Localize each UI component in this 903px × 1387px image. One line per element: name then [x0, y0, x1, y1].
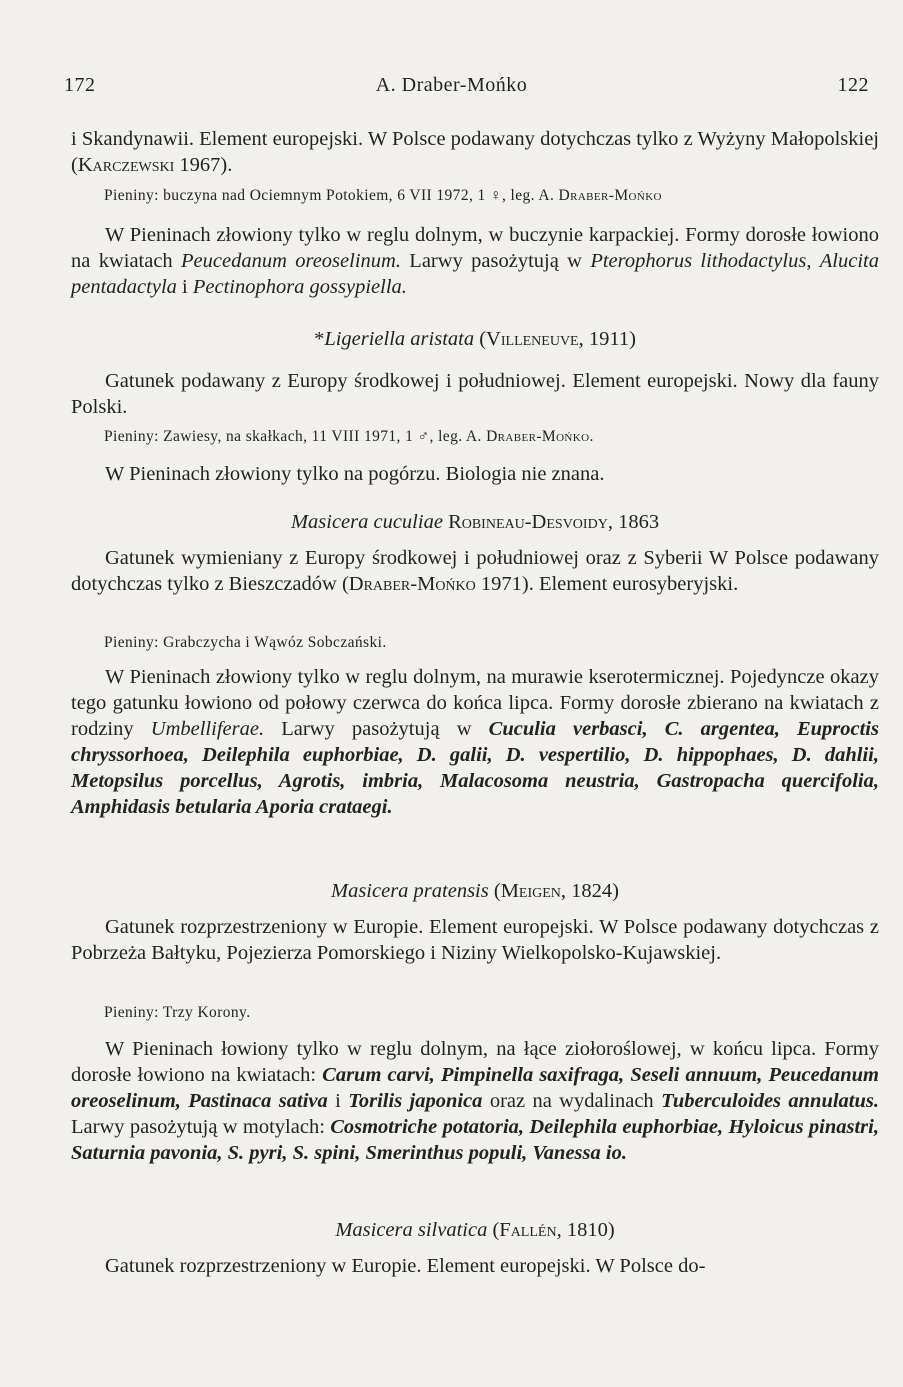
species-heading-silvatica: Masicera silvatica (Fallén, 1810) [335, 1219, 615, 1241]
paragraph-9: Gatunek rozprzestrzeniony w Europie. Element europejski. W Polsce do- [105, 1255, 706, 1277]
page-number: 172 [64, 74, 96, 96]
paragraph-2: W Pieninach złowiony tylko w reglu dolnym, w buczynie karpackiej. Formy dorosłe łowiono na kwiatach Peucedanum oreoselinum. Larwy pasożytują w Pterophorus lithodactylus, Alucita pentadactyla i Pectinophora gossypiella. [71, 224, 879, 298]
species-heading-pratensis: Masicera pratensis (Meigen, 1824) [331, 880, 619, 902]
locality-4: Pieniny: Trzy Korony. [104, 1004, 251, 1021]
species-heading-cuculiae: Masicera cuculiae Robineau-Desvoidy, 1863 [290, 511, 660, 533]
section-number: 122 [837, 74, 869, 96]
paragraph-6: W Pieninach złowiony tylko w reglu dolnym, na murawie kserotermicznej. Pojedyncze okazy tego gatunku łowiono od połowy czerwca do końca lipca. Formy dorosłe zbierano na kwiatach z rodziny Umbelliferae. Larwy pasożytują w Cuculia verbasci, C. argentea, Euproctis chryssorhoea, Deilephila euphorbiae, D. galii, D. vespertilio, D. hippophaes, D. dahlii, Metopsilus porcellus, Agrotis, imbria, Malacosoma neustria, Gastropacha quercifolia, Amphidasis betularia Aporia crataegi. [71, 666, 879, 818]
paragraph-8: W Pieninach łowiony tylko w reglu dolnym, na łące ziołoroślowej, w końcu lipca. Formy dorosłe łowiono na kwiatach: Carum carvi, Pimpinella saxifraga, Seseli annuum, Peucedanum oreoselinum, Pastinaca sativa i Torilis japonica oraz na wydalinach Tuberculoides annulatus. Larwy pasożytują w motylach: Cosmotriche potatoria, Deilephila euphorbiae, Hyloicus pinastri, Saturnia pavonia, S. pyri, S. spini, Smerinthus populi, Vanessa io. [71, 1038, 879, 1164]
locality-2: Pieniny: Zawiesy, na skałkach, 11 VIII 1971, 1 ♂, leg. A. Draber-Mońko. [104, 428, 594, 445]
species-heading-ligeriella: *Ligeriella aristata (Villeneuve, 1911) [314, 328, 636, 350]
paragraph-7: Gatunek rozprzestrzeniony w Europie. Element europejski. W Polsce podawany dotychczas z Pobrzeża Bałtyku, Pojezierza Pomorskiego i Niziny Wielkopolsko-Kujawskiej. [71, 916, 879, 964]
paragraph-5: Gatunek wymieniany z Europy środkowej i południowej oraz z Syberii W Polsce podawany dotychczas tylko z Bieszczadów (Draber-Mońko 1971). Element eurosyberyjski. [71, 547, 879, 595]
running-title: A. Draber-Mońko [375, 74, 528, 96]
locality-1: Pieniny: buczyna nad Ociemnym Potokiem, 6 VII 1972, 1 ♀, leg. A. Draber-Mońko [104, 187, 662, 204]
paragraph-4: W Pieninach złowiony tylko na pogórzu. Biologia nie znana. [105, 463, 605, 485]
paragraph-3: Gatunek podawany z Europy środkowej i południowej. Element europejski. Nowy dla fauny Polski. [71, 370, 879, 418]
locality-3: Pieniny: Grabczycha i Wąwóz Sobczański. [104, 634, 387, 651]
paragraph-1: i Skandynawii. Element europejski. W Polsce podawany dotychczas tylko z Wyżyny Małopolskiej (Karczewski 1967). [71, 128, 879, 176]
